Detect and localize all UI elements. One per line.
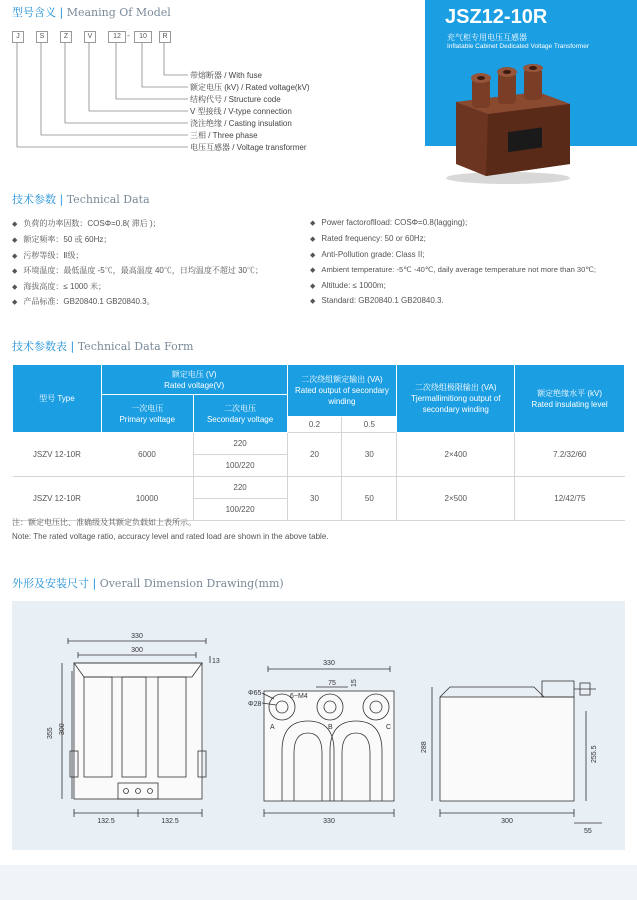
form-section-title: 技术参数表 | Technical Data Form: [12, 340, 194, 353]
product-subtitle-en: Inflatable Cabinet Dedicated Voltage Transformer: [447, 43, 590, 50]
tech-cn-standard: ◆ 产品标准：GB20840.1 GB20840.3。: [12, 296, 155, 307]
th-acc-02: 0.2: [287, 417, 342, 433]
model-code-z: Z: [60, 31, 72, 43]
model-label-rated-voltage: 额定电压 (kV) / Rated voltage(kV): [190, 83, 310, 92]
note-cn: 注：额定电压比、准确级及其额定负载如上表所示。: [12, 518, 196, 527]
front-view: [62, 638, 210, 817]
model-label-v-connection: V 型接线 / V-type connection: [190, 107, 292, 116]
footer-band: [0, 865, 637, 900]
model-code-v: V: [84, 31, 96, 43]
tech-en-temperature: ◆ Ambient temperature: -5℃ -40℃, daily average temperature not more than 30℃;: [310, 265, 596, 274]
model-code-r: R: [159, 31, 171, 43]
product-photo: [438, 64, 588, 186]
dim-front-13: 13: [212, 658, 220, 665]
table-row: 100/220: [13, 499, 625, 521]
side-view: [432, 681, 602, 823]
dim-top-phi65: Φ65: [248, 690, 262, 697]
dim-front-height-300: 300: [59, 723, 66, 735]
dim-side-288: 288: [421, 741, 428, 753]
dimension-drawing: [12, 601, 625, 850]
dim-side-55: 55: [584, 828, 592, 835]
dim-top-phi28: Φ28: [248, 701, 262, 708]
dimension-drawing-panel: [12, 601, 625, 850]
model-leader-lines: [0, 0, 200, 160]
model-code-j: J: [12, 31, 24, 43]
tech-cn-temperature: ◆ 环境温度：最低温度 -5℃，最高温度 40℃，日均温度不超过 30℃；: [12, 265, 263, 276]
label-phase-b: B: [328, 724, 333, 731]
dim-top-75: 75: [328, 680, 336, 687]
th-primary: 一次电压 Primary voltage: [101, 395, 193, 433]
tech-cn-power-factor: ◆ 负荷的功率因数：COSΦ=0.8( 滞后 )；: [12, 218, 161, 229]
tech-cn-pollution: ◆ 污秽等级：Ⅱ级；: [12, 250, 83, 261]
th-limit-output: 二次绕组极限输出 (VA) Tjermallimitiong output of secondary winding: [397, 365, 515, 433]
table-row: JSZV 12-10R 10000 220 30 50 2×500 12/42/75: [13, 477, 625, 499]
note-en: Note: The rated voltage ratio, accuracy level and rated load are shown in the above table.: [12, 532, 329, 541]
spec-table: [12, 364, 625, 521]
th-type: 型号 Type: [13, 365, 102, 433]
dim-front-355: 355: [47, 727, 54, 739]
tech-section-title: 技术参数 | Technical Data: [12, 193, 150, 206]
model-label-structure-code: 结构代号 / Structure code: [190, 95, 281, 104]
tech-en-power-factor: ◆ Power factoroflload: COSΦ=0.8(lagging);: [310, 218, 467, 227]
model-label-casting: 浇注绝缘 / Casting insulation: [190, 119, 292, 128]
product-title: JSZ12-10R: [445, 6, 548, 28]
tech-en-altitude: ◆ Altitude: ≤ 1000m;: [310, 281, 386, 290]
tech-en-pollution: ◆ Anti-Pollution grade: Class II;: [310, 250, 425, 259]
tech-cn-altitude: ◆ 海拔高度：≤ 1000 米；: [12, 281, 106, 292]
dim-front-300: 300: [131, 647, 143, 654]
th-rated-voltage: 额定电压 (V) Rated voltage(V): [101, 365, 287, 395]
model-label-three-phase: 三相 / Three phase: [190, 131, 258, 140]
dim-front-132-left: 132.5: [97, 818, 115, 825]
model-code-s: S: [36, 31, 48, 43]
dim-top-15: 15: [351, 679, 358, 687]
product-subtitle-cn: 充气柜专用电压互感器: [447, 33, 527, 42]
top-view: [262, 666, 394, 817]
dim-top-330: 330: [323, 660, 335, 667]
th-acc-05: 0.5: [342, 417, 397, 433]
dim-front-330: 330: [131, 633, 143, 640]
table-row: 100/220: [13, 455, 625, 477]
model-code-10: 10: [134, 31, 152, 43]
dim-side-300: 300: [501, 818, 513, 825]
label-phase-a: A: [270, 724, 275, 731]
drawing-section-title: 外形及安装尺寸 | Overall Dimension Drawing(mm): [12, 577, 284, 590]
model-section-title: 型号含义 | Meaning Of Model: [12, 6, 171, 19]
dim-front-132-right: 132.5: [161, 818, 179, 825]
model-code-12: 12: [108, 31, 126, 43]
model-code-dash: -: [127, 31, 130, 40]
model-label-fuse: 带熔断器 / With fuse: [190, 71, 263, 80]
tech-en-standard: ◆ Standard: GB20840.1 GB20840.3.: [310, 296, 444, 305]
dim-top-330-bottom: 330: [323, 818, 335, 825]
tech-cn-frequency: ◆ 额定频率：50 或 60Hz；: [12, 234, 111, 245]
dim-side-255: 255.5: [591, 745, 598, 763]
th-insulation: 额定绝缘水平 (kV) Rated insulating level: [515, 365, 625, 433]
th-secondary: 二次电压 Secondary voltage: [193, 395, 287, 433]
dim-top-6m4: 6−M4: [290, 693, 308, 700]
table-row: JSZV 12-10R 6000 220 20 30 2×400 7.2/32/60: [13, 433, 625, 455]
model-label-voltage-transformer: 电压互感器 / Voltage transformer: [190, 143, 307, 152]
label-phase-c: C: [386, 724, 392, 731]
th-rated-output: 二次绕组额定输出 (VA) Rated output of secondary winding: [287, 365, 397, 417]
tech-en-frequency: ◆ Rated frequency: 50 or 60Hz;: [310, 234, 426, 243]
